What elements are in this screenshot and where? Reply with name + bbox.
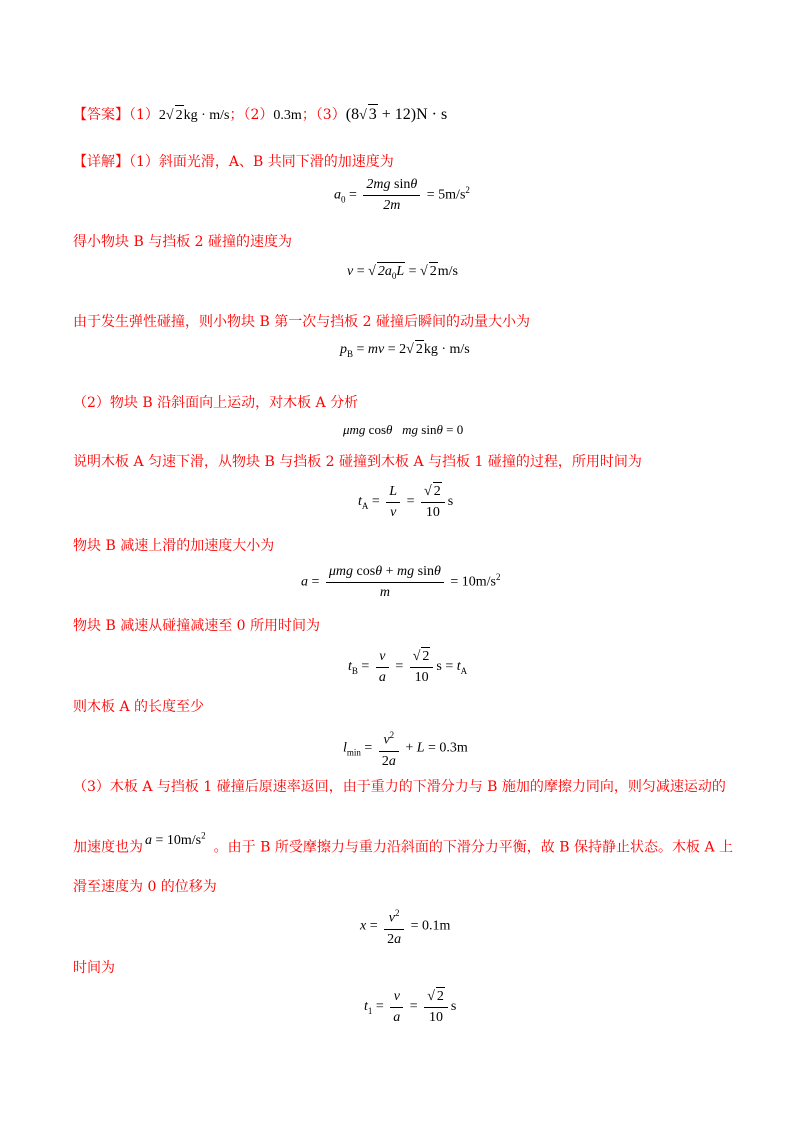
detail-intro-text: （1）斜面光滑，A、B 共同下滑的加速度为 [129,154,394,170]
text-tB: 物块 B 减速从碰撞减速至 0 所用时间为 [73,618,320,634]
text-length: 则木板 A 的长度至少 [73,699,205,715]
answer-part2-value: 0.3m [273,108,302,123]
text-tA: 说明木板 A 匀速下滑，从物块 B 与挡板 2 碰撞到木板 A 与挡板 1 碰撞的过程，所用时间为 [73,454,642,470]
equation-tA: $t_A$ = $\frac{L}{v}$ = $\frac{√ 2}{10}$ s [358,483,454,520]
equation-v: v = √ $2a_0L$ = √ 2m/s [347,262,458,285]
inline-acceleration: $a = 10m/s^2$ [145,830,206,848]
answer-sep1: ；（2） [229,107,274,123]
answer-label: 【答案】 [73,107,129,123]
equation-balance: μmg cosθ mg sinθ = 0 [343,422,464,437]
equation-x: x = $\frac{v^2}{2a}$ = 0.1m [360,904,450,949]
text-acceleration: 物块 B 减速上滑的加速度大小为 [73,538,275,554]
answer-part3-value: (8√ 3 + 12)N · s [345,106,448,123]
answer-line [73,104,447,126]
equation-tB: $t_B$ = $\frac{v}{a}$ = $\frac{√ 2}{10}$ $s = t_A$ [348,648,468,685]
answer-sep2: ；（3） [301,107,346,123]
equation-lmin: $l_{min}$ = $\frac{v^2}{2a}$ + L = 0.3m [343,726,468,771]
detail-intro-line [73,152,394,172]
equation-t1: $t_1$ = $\frac{v}{a}$ = $\frac{√ 2}{10}$ s [364,988,457,1025]
text-part3-line3: 滑至速度为 0 的位移为 [73,879,217,895]
equation-a: a = $\frac{\text{μmg cosθ + mg sinθ}}{m}$ = $10m/s^2$ [301,564,501,600]
equation-momentum: $p_B$ = mv = 2√ 2kg · m/s [340,342,470,359]
detail-label: 【详解】 [73,154,129,170]
text-velocity: 得小物块 B 与挡板 2 碰撞的速度为 [73,234,292,250]
equation-a0: $a_0$ = $\frac{\text{2mg sinθ}}{2m}$ = $5m/s^2$ [334,177,470,213]
text-part3-b2: 。由于 B 所受摩擦力与重力沿斜面的下滑分力平衡，故 B 保持静止状态。木板 A 上 [213,839,734,856]
text-time: 时间为 [73,960,115,976]
answer-part1-value: 2√ 2kg · m/s [159,108,230,123]
text-part3-line2 [73,830,734,859]
answer-part1-label: （1） [129,107,159,123]
text-part3-line1: （3）木板 A 与挡板 1 碰撞后原速率返回，由于重力的下滑分力与 B 施加的摩擦力同向，则匀减速运动的 [73,779,726,795]
text-momentum: 由于发生弹性碰撞，则小物块 B 第一次与挡板 2 碰撞后瞬间的动量大小为 [73,314,530,330]
text-part3-b1: 加速度也为 [73,839,143,856]
text-part2: （2）物块 B 沿斜面向上运动，对木板 A 分析 [73,395,359,411]
